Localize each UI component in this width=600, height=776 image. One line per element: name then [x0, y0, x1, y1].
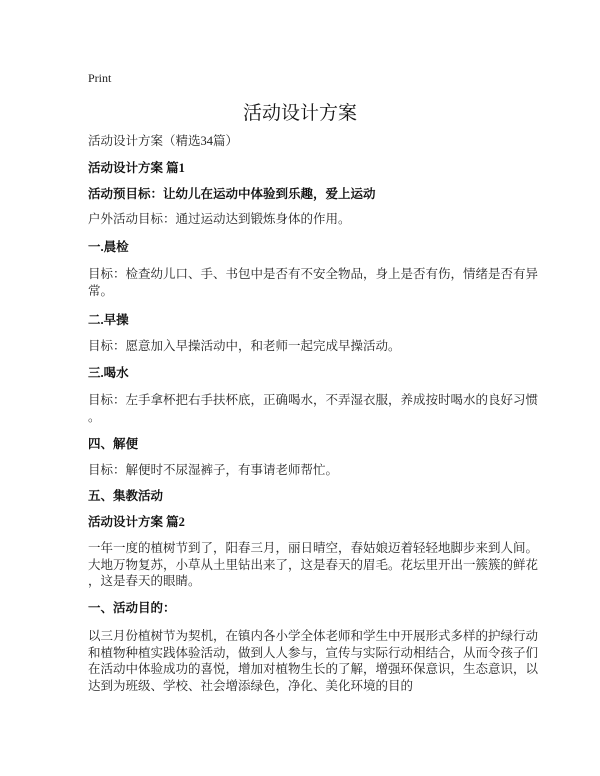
text-line: 达到为班级、学校、社会增添绿色，净化、美化环境的目的 — [88, 678, 414, 693]
section-heading: 活动预目标：让幼儿在运动中体验到乐趣，爱上运动 — [88, 187, 376, 201]
paragraph — [88, 392, 539, 425]
text-line: 常。 — [88, 283, 114, 298]
section-heading: 活动设计方案 篇2 — [88, 515, 185, 529]
section-heading: 一、活动目的： — [88, 601, 176, 615]
paragraph — [88, 462, 528, 479]
text-line: 目标：解便时不尿湿裤子，有事请老师帮忙。 — [88, 463, 339, 477]
paragraph — [88, 211, 528, 228]
text-line: 户外活动目标：通过运动达到锻炼身体的作用。 — [88, 212, 351, 226]
text-line: ，这是春天的眼睛。 — [88, 574, 201, 588]
text-line: 目标：左手拿杯把右手扶杯底，正确喝水，不弄湿衣服，养成按时喝水的良好习惯 — [88, 393, 539, 407]
text-line: 一年一度的植树节到了，阳春三月，丽日晴空，春姑娘迈着轻轻地脚步来到人间。 — [88, 541, 539, 555]
section-heading: 四、解便 — [88, 437, 139, 451]
text-line: 。 — [88, 409, 101, 424]
paragraph — [88, 628, 539, 694]
section-heading: 三.喝水 — [88, 366, 129, 380]
text-line: 大地万物复苏，小草从土里钻出来了，这是春天的眉毛。花坛里开出一簇簇的鲜花 — [88, 557, 539, 572]
print-link[interactable]: Print — [88, 71, 112, 85]
section-heading: 一.晨检 — [88, 240, 129, 254]
document-subtitle: 活动设计方案（精选34篇） — [88, 134, 239, 148]
page-title: 活动设计方案 — [242, 103, 357, 124]
text-line: 和植物种植实践体验活动，做到人人参与，宣传与实际行动相结合，从而令孩子们 — [88, 645, 539, 660]
text-line: 以三月份植树节为契机，在镇内各小学全体老师和学生中开展形式多样的护绿行动 — [88, 629, 539, 643]
text-line: 在活动中体验成功的喜悦，增加对植物生长的了解，增强环保意识，生态意识，以 — [88, 662, 539, 676]
section-heading: 五、集教活动 — [88, 489, 164, 503]
text-line: 目标：愿意加入早操活动中，和老师一起完成早操活动。 — [88, 339, 401, 353]
paragraph — [88, 540, 539, 590]
section-heading: 二.早操 — [88, 313, 129, 327]
text-line: 目标：检查幼儿口、手、书包中是否有不安全物品，身上是否有伤，情绪是否有异 — [88, 267, 539, 281]
paragraph — [88, 266, 539, 299]
section-heading: 活动设计方案 篇1 — [88, 161, 185, 175]
paragraph — [88, 338, 528, 355]
